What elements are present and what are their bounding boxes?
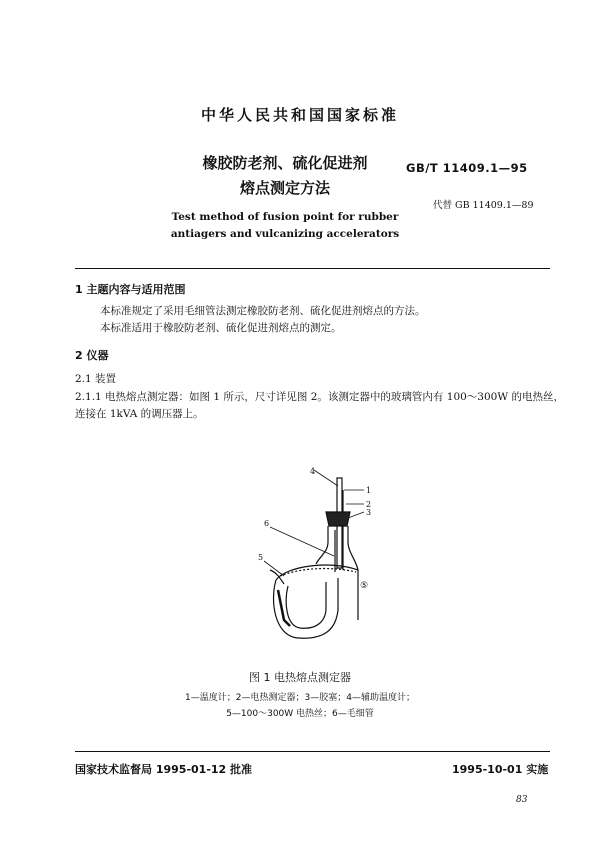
effective-date: 1995-10-01 实施 bbox=[452, 763, 549, 776]
section-2-title: 2 仪器 bbox=[75, 349, 109, 362]
section-1-title: 1 主题内容与适用范围 bbox=[75, 283, 186, 296]
figure-1-caption-title: 图 1 电热熔点测定器 bbox=[249, 671, 351, 684]
tester-neck-left bbox=[316, 526, 328, 564]
figure-1-caption-line2: 5—100～300W 电热丝；6—毛细管 bbox=[226, 709, 374, 719]
section-2-1-1-line1: 2.1.1 电热熔点测定器：如图 1 所示，尺寸详见图 2。该测定器中的玻璃管内有 100～300W 的电热丝， bbox=[75, 391, 564, 403]
tester-body-inner bbox=[286, 582, 326, 628]
figure-label-6: 6 bbox=[264, 519, 270, 528]
replaces-standard: 代替 GB 11409.1—89 bbox=[433, 200, 534, 211]
approval-info: 国家技术监督局 1995-01-12 批准 bbox=[75, 763, 253, 776]
figure-1-caption-line1: 1—温度计；2—电热测定器；3—胶塞；4—辅助温度计； bbox=[185, 693, 415, 703]
figure-label-3: 3 bbox=[366, 508, 372, 517]
national-standard-heading: 中华人民共和国国家标准 bbox=[200, 106, 399, 124]
header-divider bbox=[75, 268, 550, 269]
title-en-line2: antiagers and vulcanizing accelerators bbox=[170, 228, 400, 240]
section-1-paragraph-1: 本标准规定了采用毛细管法测定橡胶防老剂、硫化促进剂熔点的方法。 bbox=[100, 305, 426, 317]
standard-number: GB/T 11409.1—95 bbox=[406, 161, 528, 175]
title-zh-line2: 熔点测定方法 bbox=[239, 179, 330, 197]
heating-wire-lead bbox=[270, 570, 284, 584]
figure-side-mark: ⑤ bbox=[360, 581, 369, 591]
figure-label-4: 4 bbox=[310, 467, 316, 476]
title-en-line1: Test method of fusion point for rubber bbox=[171, 211, 399, 223]
page-number: 83 bbox=[516, 795, 528, 805]
figure-label-2: 2 bbox=[366, 500, 372, 509]
heating-wire bbox=[278, 590, 290, 626]
rubber-stopper bbox=[326, 512, 350, 526]
fusion-point-apparatus-figure bbox=[240, 460, 390, 650]
tester-neck-right bbox=[348, 526, 358, 570]
figure-label-5: 5 bbox=[258, 553, 264, 562]
figure-label-1: 1 bbox=[366, 486, 372, 495]
footer-divider bbox=[75, 751, 550, 752]
tester-body-outer bbox=[274, 578, 338, 638]
section-2-1-title: 2.1 装置 bbox=[75, 373, 117, 385]
section-1-paragraph-2: 本标准适用于橡胶防老剂、硫化促进剂熔点的测定。 bbox=[100, 322, 342, 334]
title-zh-line1: 橡胶防老剂、硫化促进剂 bbox=[202, 154, 368, 172]
section-2-1-1-line2: 连接在 1kVA 的调压器上。 bbox=[75, 408, 204, 420]
